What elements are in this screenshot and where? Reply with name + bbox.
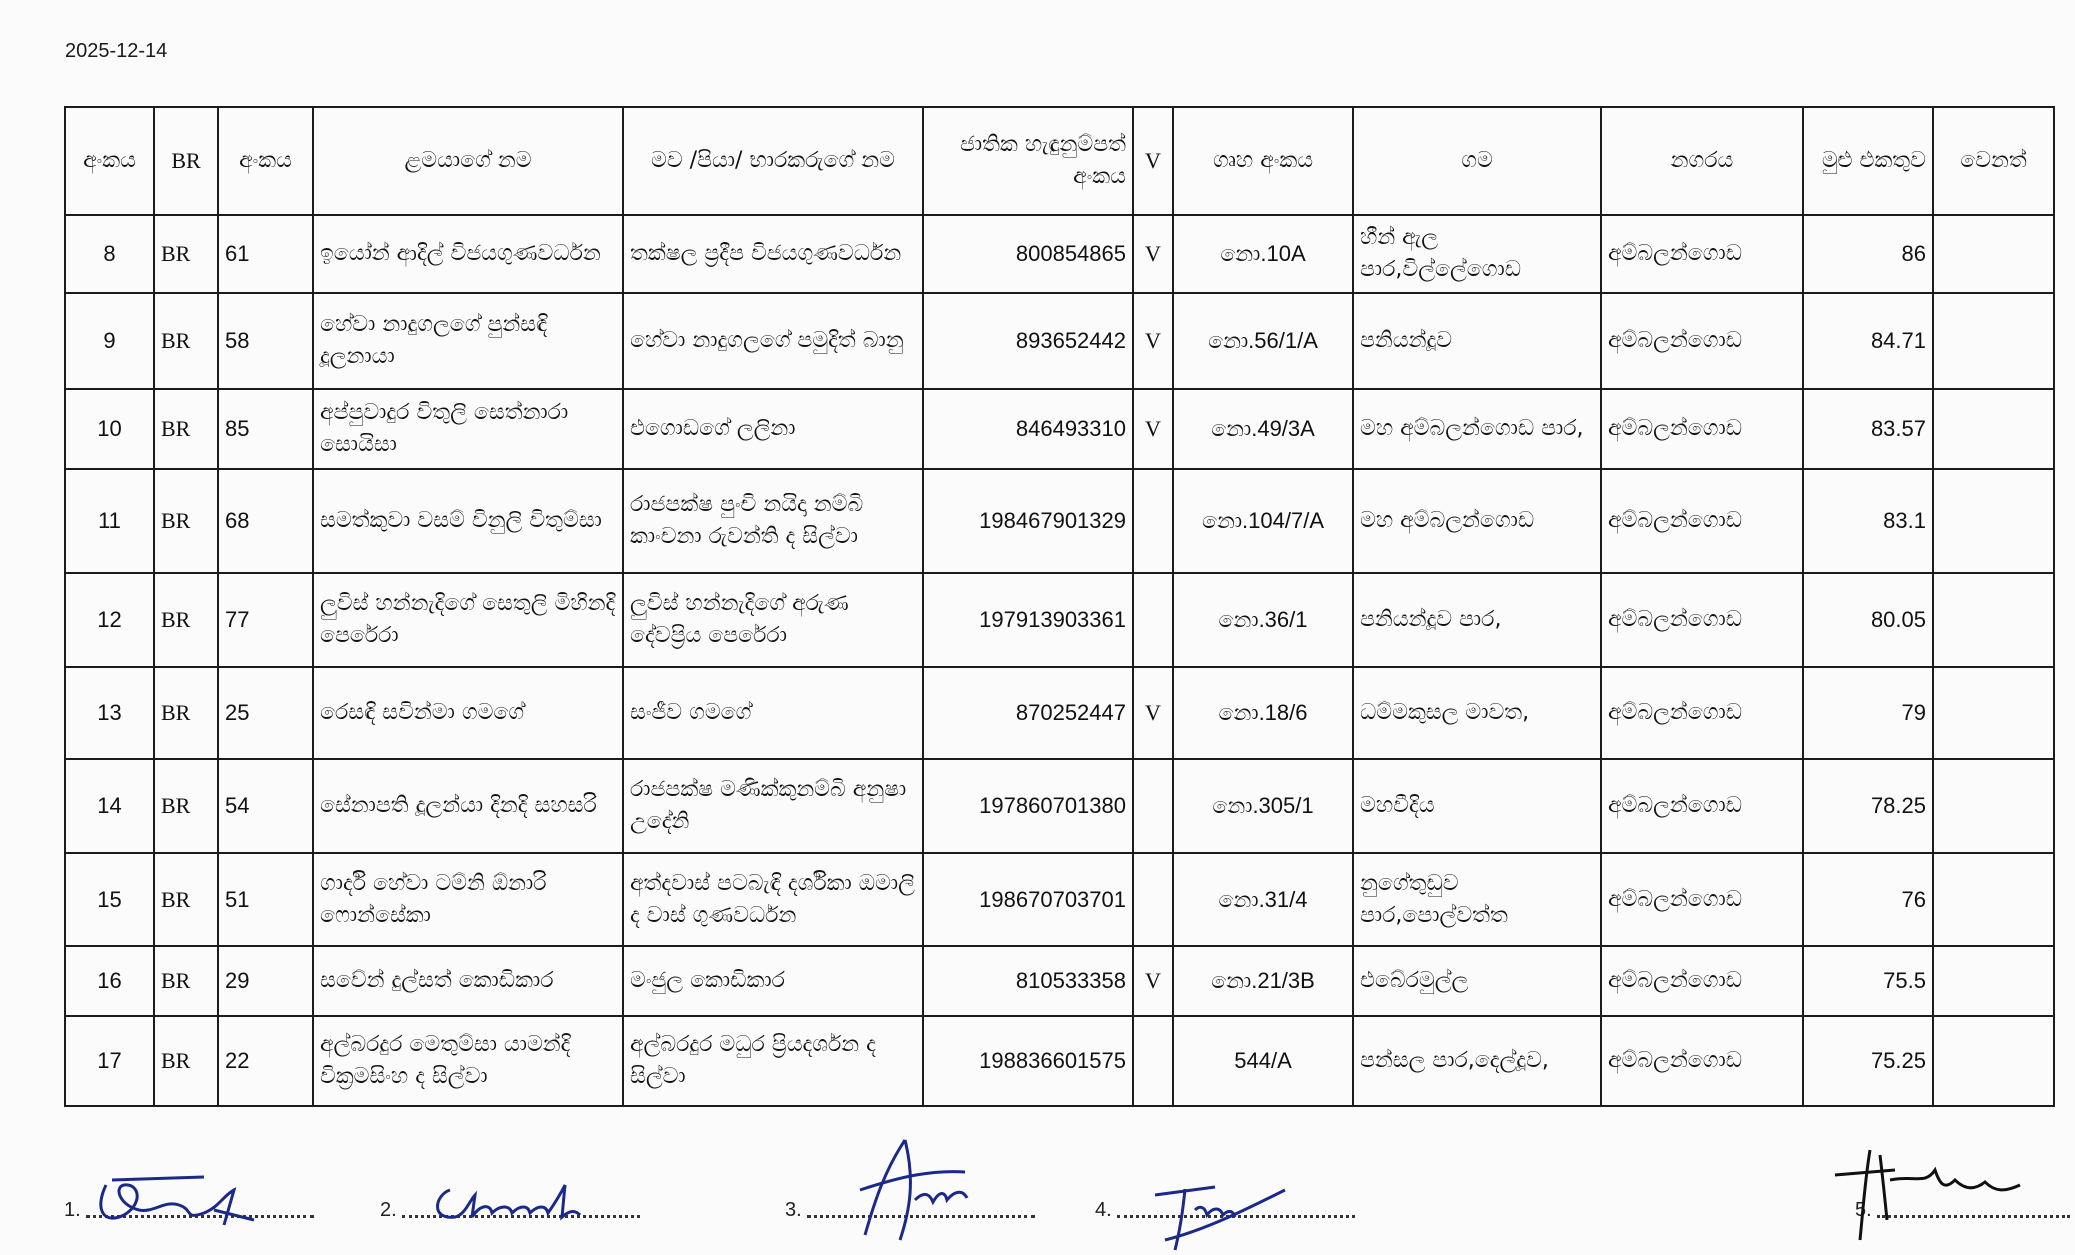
- row-house-no: නො.21/3B: [1173, 946, 1353, 1016]
- row-number: 61: [218, 215, 313, 293]
- header-city: නගරය: [1601, 107, 1803, 215]
- row-other: [1933, 469, 2054, 573]
- table-row: [65, 389, 2054, 469]
- row-total: 86: [1803, 215, 1933, 293]
- row-index: 8: [65, 215, 154, 293]
- row-number: 85: [218, 389, 313, 469]
- table-row: [65, 946, 2054, 1016]
- row-index: 9: [65, 293, 154, 389]
- row-index: 10: [65, 389, 154, 469]
- row-house-no: නො.49/3A: [1173, 389, 1353, 469]
- row-parent-name: රාජපක්ෂ මණික්කුනම්බි අනුෂා උදේනි: [623, 759, 923, 853]
- row-br: BR: [154, 759, 218, 853]
- row-house-no: නො.305/1: [1173, 759, 1353, 853]
- row-child-name: රෙසඳි සවින්මා ගමගේ: [313, 667, 623, 759]
- row-other: [1933, 946, 2054, 1016]
- row-parent-name: රාජපක්ෂ පුංචි නයිදා නම්බි කාංචනා රුවන්ති ද සිල්වා: [623, 469, 923, 573]
- row-city: අම්බලන්ගොඩ: [1601, 293, 1803, 389]
- row-br: BR: [154, 1016, 218, 1106]
- handwritten-signature: [420, 1155, 600, 1240]
- handwritten-signature: [845, 1130, 1005, 1250]
- document-date: 2025-12-14: [65, 40, 168, 62]
- handwritten-signature: [1125, 1165, 1295, 1255]
- row-parent-name: එගොඩගේ ලලිනා: [623, 389, 923, 469]
- row-city: අම්බලන්ගොඩ: [1601, 1016, 1803, 1106]
- row-house-no: නො.36/1: [1173, 573, 1353, 667]
- row-village: පන්සල පාර,දෙල්දූව,: [1353, 1016, 1601, 1106]
- table-row: [65, 469, 2054, 573]
- row-other: [1933, 759, 2054, 853]
- header-village: ගම: [1353, 107, 1601, 215]
- header-house-no: ගෘහ අංකය: [1173, 107, 1353, 215]
- row-v-mark: [1133, 469, 1173, 573]
- handwritten-signature: [1825, 1140, 2035, 1250]
- row-village: එබේරමුල්ල: [1353, 946, 1601, 1016]
- header-index: අංකය: [65, 107, 154, 215]
- row-number: 77: [218, 573, 313, 667]
- row-child-name: අප්පුවාදුර විතුලි සෙත්නාරා සොයිසා: [313, 389, 623, 469]
- header-number: අංකය: [218, 107, 313, 215]
- row-house-no: නො.31/4: [1173, 853, 1353, 946]
- table-header-row: [65, 107, 2054, 215]
- row-parent-name: හේවා නාදුගලගේ පමුදිත් බානු: [623, 293, 923, 389]
- row-v-mark: [1133, 853, 1173, 946]
- row-total: 83.57: [1803, 389, 1933, 469]
- row-index: 12: [65, 573, 154, 667]
- signature-4: [1095, 1150, 1355, 1240]
- row-child-name: ඉයෝන් ආදිල් විජයගුණවර්ධන: [313, 215, 623, 293]
- row-total: 84.71: [1803, 293, 1933, 389]
- row-child-name: සවේන් දුල්සත් කොඩිකාර: [313, 946, 623, 1016]
- row-v-mark: [1133, 573, 1173, 667]
- header-br: BR: [154, 107, 218, 215]
- row-br: BR: [154, 573, 218, 667]
- row-number: 29: [218, 946, 313, 1016]
- row-other: [1933, 215, 2054, 293]
- row-br: BR: [154, 215, 218, 293]
- row-village: මහ අම්බලන්ගොඩ: [1353, 469, 1601, 573]
- row-total: 75.5: [1803, 946, 1933, 1016]
- row-city: අම්බලන්ගොඩ: [1601, 759, 1803, 853]
- row-village: නුගේතුඩුව පාර,පොල්වත්ත: [1353, 853, 1601, 946]
- row-br: BR: [154, 853, 218, 946]
- row-other: [1933, 573, 2054, 667]
- row-index: 17: [65, 1016, 154, 1106]
- table-row: [65, 293, 2054, 389]
- row-nic: 893652442: [923, 293, 1133, 389]
- table-row: [65, 759, 2054, 853]
- signature-3: [785, 1150, 1035, 1240]
- row-house-no: නො.104/7/A: [1173, 469, 1353, 573]
- row-child-name: අල්බරදුර මෙතුම්සා යාමන්දි වික්‍රමසිංහ ද සිල්වා: [313, 1016, 623, 1106]
- row-number: 68: [218, 469, 313, 573]
- row-village: මහවීදිය: [1353, 759, 1601, 853]
- row-house-no: නො.10A: [1173, 215, 1353, 293]
- row-total: 75.25: [1803, 1016, 1933, 1106]
- row-child-name: සේනාපති දූලන්යා දිනදි සහසරි: [313, 759, 623, 853]
- table-row: [65, 215, 2054, 293]
- applicant-table: [64, 106, 2055, 1107]
- row-child-name: සමත්කුවා වසම් විනුලි විතුම්සා: [313, 469, 623, 573]
- row-total: 76: [1803, 853, 1933, 946]
- row-nic: 198467901329: [923, 469, 1133, 573]
- row-total: 78.25: [1803, 759, 1933, 853]
- row-index: 15: [65, 853, 154, 946]
- row-child-name: ලුවිස් හන්නැදිගේ සෙතුලි මිහිනදි පෙරේරා: [313, 573, 623, 667]
- row-nic: 198670703701: [923, 853, 1133, 946]
- row-village: හීන් ඇල පාර,විල්ලේගොඩ: [1353, 215, 1601, 293]
- row-v-mark: V: [1133, 946, 1173, 1016]
- header-parent-name: මව /පියා/ භාරකරුගේ නම: [623, 107, 923, 215]
- row-parent-name: අල්බරදුර මධුර ප්‍රියදර්ශන ද සිල්වා: [623, 1016, 923, 1106]
- row-index: 11: [65, 469, 154, 573]
- table-row: [65, 573, 2054, 667]
- row-village: පනියන්දූව: [1353, 293, 1601, 389]
- row-other: [1933, 389, 2054, 469]
- row-nic: 870252447: [923, 667, 1133, 759]
- row-parent-name: ලුවිස් හන්නැදිගේ අරුණ දේවප්‍රිය පෙරේරා: [623, 573, 923, 667]
- row-total: 80.05: [1803, 573, 1933, 667]
- row-v-mark: V: [1133, 293, 1173, 389]
- row-city: අම්බලන්ගොඩ: [1601, 389, 1803, 469]
- row-other: [1933, 853, 2054, 946]
- row-house-no: නො.56/1/A: [1173, 293, 1353, 389]
- row-child-name: ගාර්දි හේවා ටම්නි ඕනාරි ෆොන්සේකා: [313, 853, 623, 946]
- table-row: [65, 853, 2054, 946]
- signature-number: 1.: [64, 1199, 81, 1221]
- signature-number: 2.: [380, 1199, 397, 1221]
- signature-number: 3.: [785, 1199, 802, 1221]
- row-br: BR: [154, 469, 218, 573]
- row-number: 51: [218, 853, 313, 946]
- row-city: අම්බලන්ගොඩ: [1601, 469, 1803, 573]
- row-house-no: නො.18/6: [1173, 667, 1353, 759]
- row-v-mark: V: [1133, 389, 1173, 469]
- table-row: [65, 1016, 2054, 1106]
- table-body: [65, 215, 2054, 1106]
- row-nic: 198836601575: [923, 1016, 1133, 1106]
- row-parent-name: තක්ෂල ප්‍රදීප විජයගුණවර්ධන: [623, 215, 923, 293]
- row-house-no: 544/A: [1173, 1016, 1353, 1106]
- row-city: අම්බලන්ගොඩ: [1601, 946, 1803, 1016]
- header-child-name: ළමයාගේ නම: [313, 107, 623, 215]
- signature-1: [64, 1150, 314, 1240]
- row-number: 58: [218, 293, 313, 389]
- row-other: [1933, 667, 2054, 759]
- handwritten-signature: [84, 1155, 264, 1240]
- row-total: 83.1: [1803, 469, 1933, 573]
- signature-number: 5.: [1855, 1199, 1872, 1221]
- signature-number: 4.: [1095, 1199, 1112, 1221]
- header-v: V: [1133, 107, 1173, 215]
- row-br: BR: [154, 667, 218, 759]
- row-number: 54: [218, 759, 313, 853]
- row-village: ධම්මකුසල මාවත,: [1353, 667, 1601, 759]
- row-other: [1933, 293, 2054, 389]
- row-city: අම්බලන්ගොඩ: [1601, 667, 1803, 759]
- row-v-mark: V: [1133, 667, 1173, 759]
- header-total: මුළු එකතුව: [1803, 107, 1933, 215]
- header-other: වෙනත්: [1933, 107, 2054, 215]
- signature-5: [1855, 1150, 2070, 1240]
- row-v-mark: [1133, 1016, 1173, 1106]
- row-number: 25: [218, 667, 313, 759]
- row-nic: 197860701380: [923, 759, 1133, 853]
- row-v-mark: [1133, 759, 1173, 853]
- row-village: මහ අම්බලන්ගොඩ පාර,: [1353, 389, 1601, 469]
- row-other: [1933, 1016, 2054, 1106]
- row-br: BR: [154, 946, 218, 1016]
- row-nic: 810533358: [923, 946, 1133, 1016]
- row-total: 79: [1803, 667, 1933, 759]
- row-index: 16: [65, 946, 154, 1016]
- row-nic: 846493310: [923, 389, 1133, 469]
- row-village: පනියන්දූව පාර,: [1353, 573, 1601, 667]
- row-city: අම්බලන්ගොඩ: [1601, 215, 1803, 293]
- signature-2: [380, 1150, 640, 1240]
- row-number: 22: [218, 1016, 313, 1106]
- row-index: 14: [65, 759, 154, 853]
- row-parent-name: අත්දවාස් පටබැඳි දර්ශිකා ඔමාලි ද වාස් ගුණවර්ධන: [623, 853, 923, 946]
- row-parent-name: සංජීව ගමගේ: [623, 667, 923, 759]
- row-city: අම්බලන්ගොඩ: [1601, 573, 1803, 667]
- header-nic: ජාතික හැඳුනුම්පත් අංකය: [923, 107, 1133, 215]
- table-row: [65, 667, 2054, 759]
- row-child-name: හේවා නාදුගලගේ පුන්සඳි දූලනායා: [313, 293, 623, 389]
- row-br: BR: [154, 389, 218, 469]
- row-parent-name: මංජුල කොඩිකාර: [623, 946, 923, 1016]
- row-v-mark: V: [1133, 215, 1173, 293]
- row-br: BR: [154, 293, 218, 389]
- row-index: 13: [65, 667, 154, 759]
- row-nic: 197913903361: [923, 573, 1133, 667]
- row-city: අම්බලන්ගොඩ: [1601, 853, 1803, 946]
- row-nic: 800854865: [923, 215, 1133, 293]
